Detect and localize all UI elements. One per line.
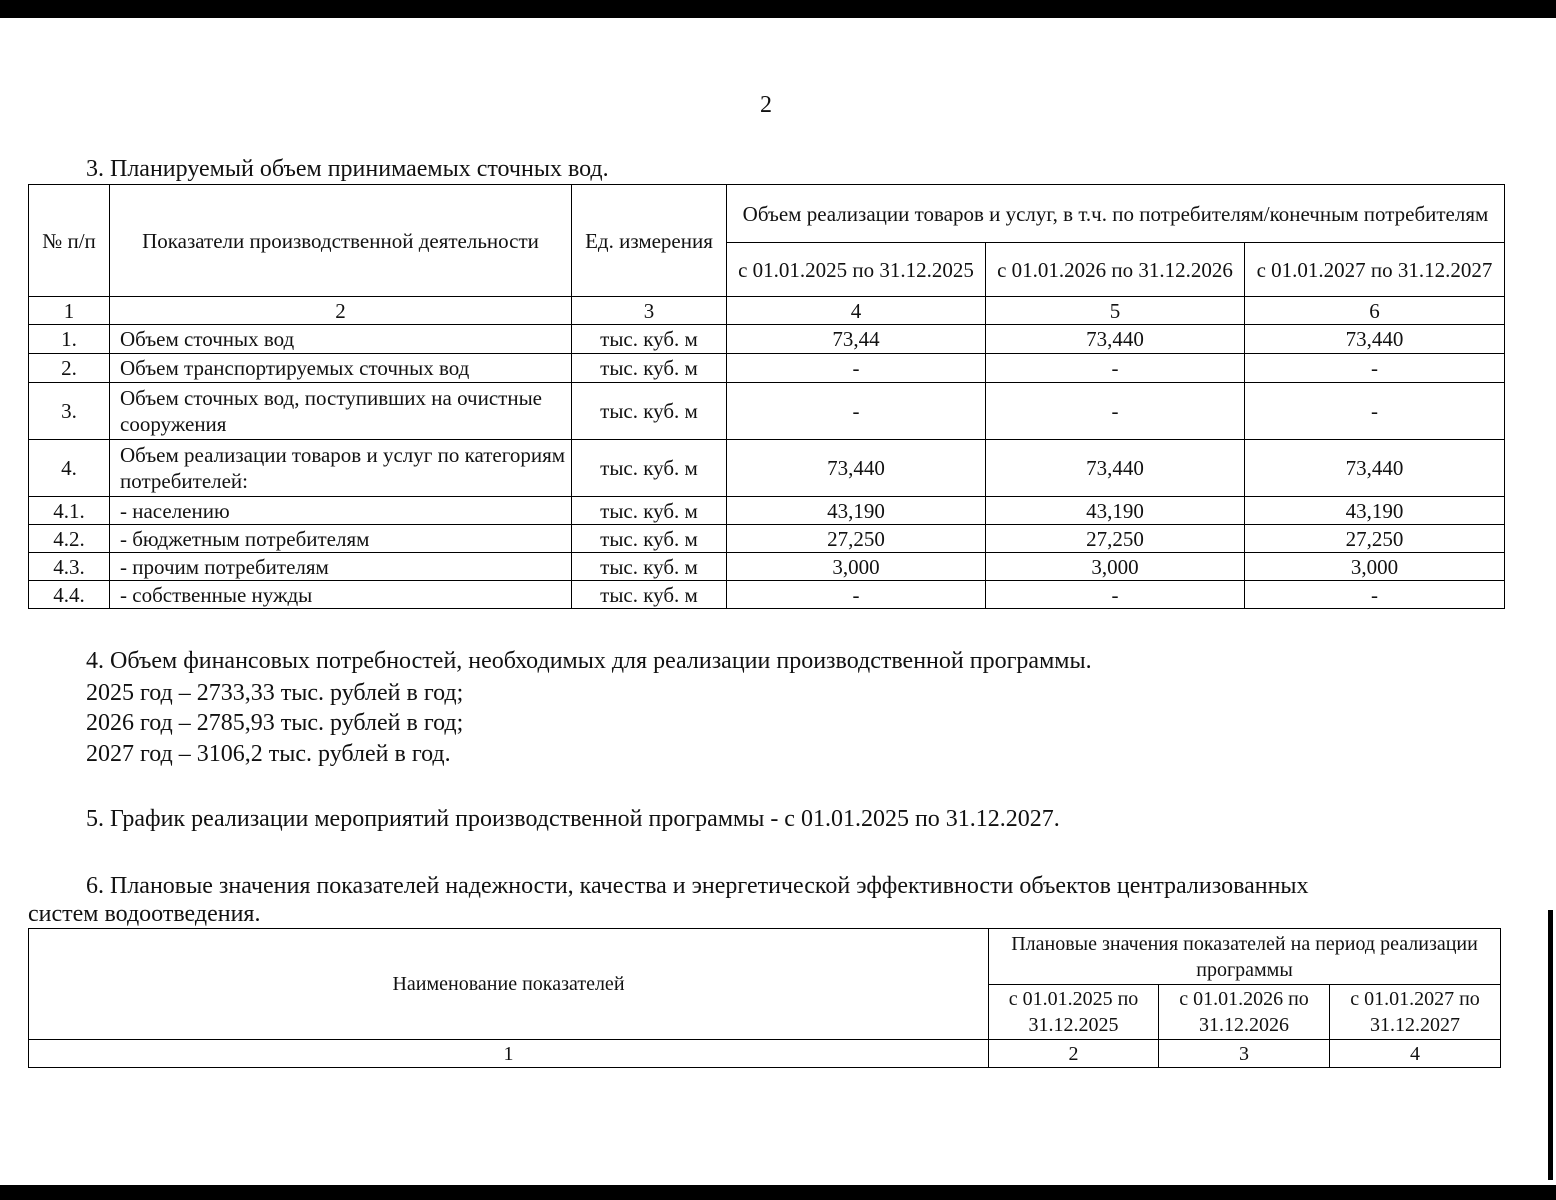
- table-row: [29, 525, 1505, 553]
- row-value-2027: 27,250: [1245, 525, 1505, 553]
- table-row: [29, 325, 1505, 354]
- col-number: 1: [29, 1040, 989, 1068]
- row-num: 4.: [29, 440, 110, 497]
- row-name: - населению: [110, 497, 572, 525]
- scan-edge-mark: [1548, 910, 1553, 1180]
- row-value-2026: -: [986, 581, 1245, 609]
- row-value-2026: 73,440: [986, 440, 1245, 497]
- scan-bottom-border: [0, 1185, 1556, 1200]
- row-value-2025: -: [727, 354, 986, 383]
- col-number: 5: [986, 297, 1245, 325]
- page-number: 2: [760, 92, 772, 118]
- row-unit: тыс. куб. м: [572, 354, 727, 383]
- col-number: 2: [989, 1040, 1159, 1068]
- row-value-2027: -: [1245, 581, 1505, 609]
- row-value-2026: 73,440: [986, 325, 1245, 354]
- row-value-2026: 27,250: [986, 525, 1245, 553]
- row-num: 2.: [29, 354, 110, 383]
- col-number: 3: [1159, 1040, 1330, 1068]
- finance-line-2027: 2027 год – 3106,2 тыс. рублей в год.: [86, 741, 451, 767]
- table-row: [29, 354, 1505, 383]
- row-name: - прочим потребителям: [110, 553, 572, 581]
- col-number: 2: [110, 297, 572, 325]
- row-name: Объем реализации товаров и услуг по категориям потребителей:: [110, 440, 572, 497]
- row-num: 4.4.: [29, 581, 110, 609]
- header-period-2026: с 01.01.2026 по 31.12.2026: [1159, 985, 1330, 1040]
- row-value-2025: 3,000: [727, 553, 986, 581]
- col-number: 3: [572, 297, 727, 325]
- row-unit: тыс. куб. м: [572, 497, 727, 525]
- row-num: 4.1.: [29, 497, 110, 525]
- header-period-2027: с 01.01.2027 по 31.12.2027: [1245, 243, 1505, 297]
- section5-text: 5. График реализации мероприятий производственной программы - с 01.01.2025 по 31.12.2027.: [86, 806, 1060, 832]
- table-row: [29, 497, 1505, 525]
- row-unit: тыс. куб. м: [572, 553, 727, 581]
- header-indicator: Показатели производственной деятельности: [110, 185, 572, 297]
- row-name: Объем сточных вод, поступивших на очистные сооружения: [110, 383, 572, 440]
- column-number-row: [29, 1040, 1501, 1068]
- row-value-2027: 43,190: [1245, 497, 1505, 525]
- row-value-2026: -: [986, 354, 1245, 383]
- scan-top-border: [0, 0, 1556, 18]
- col-number: 4: [727, 297, 986, 325]
- row-unit: тыс. куб. м: [572, 383, 727, 440]
- table-row: [29, 440, 1505, 497]
- header-num: № п/п: [29, 185, 110, 297]
- row-num: 4.3.: [29, 553, 110, 581]
- finance-line-2025: 2025 год – 2733,33 тыс. рублей в год;: [86, 680, 464, 706]
- header-volume-group: Объем реализации товаров и услуг, в т.ч. по потребителям/конечным потребителям: [727, 185, 1505, 243]
- row-unit: тыс. куб. м: [572, 325, 727, 354]
- row-value-2026: 43,190: [986, 497, 1245, 525]
- header-indicator-name: Наименование показателей: [29, 929, 989, 1040]
- row-value-2027: -: [1245, 383, 1505, 440]
- col-number: 1: [29, 297, 110, 325]
- col-number: 6: [1245, 297, 1505, 325]
- row-name: - собственные нужды: [110, 581, 572, 609]
- section6-title-line2: систем водоотведения.: [28, 901, 261, 927]
- row-unit: тыс. куб. м: [572, 581, 727, 609]
- table-row: [29, 383, 1505, 440]
- row-unit: тыс. куб. м: [572, 525, 727, 553]
- row-num: 3.: [29, 383, 110, 440]
- finance-line-2026: 2026 год – 2785,93 тыс. рублей в год;: [86, 710, 464, 736]
- row-value-2025: -: [727, 383, 986, 440]
- section6-title-line1: 6. Плановые значения показателей надежности, качества и энергетической эффективности объектов централизованных: [86, 873, 1309, 899]
- header-period-2026: с 01.01.2026 по 31.12.2026: [986, 243, 1245, 297]
- row-value-2025: 73,440: [727, 440, 986, 497]
- header-unit: Ед. измерения: [572, 185, 727, 297]
- col-number: 4: [1330, 1040, 1501, 1068]
- column-number-row: [29, 297, 1505, 325]
- wastewater-volume-table: [28, 184, 1505, 609]
- header-period-2027: с 01.01.2027 по 31.12.2027: [1330, 985, 1501, 1040]
- table-row: [29, 581, 1505, 609]
- section4-title: 4. Объем финансовых потребностей, необходимых для реализации производственной программы.: [86, 648, 1092, 674]
- row-value-2025: 73,44: [727, 325, 986, 354]
- row-value-2025: 27,250: [727, 525, 986, 553]
- header-planned-values: Плановые значения показателей на период реализации программы: [989, 929, 1501, 985]
- row-name: Объем транспортируемых сточных вод: [110, 354, 572, 383]
- header-period-2025: с 01.01.2025 по 31.12.2025: [989, 985, 1159, 1040]
- row-value-2027: 73,440: [1245, 325, 1505, 354]
- row-value-2026: -: [986, 383, 1245, 440]
- row-value-2025: -: [727, 581, 986, 609]
- row-value-2027: -: [1245, 354, 1505, 383]
- row-name: - бюджетным потребителям: [110, 525, 572, 553]
- section3-title: 3. Планируемый объем принимаемых сточных вод.: [86, 156, 609, 182]
- row-unit: тыс. куб. м: [572, 440, 727, 497]
- row-value-2027: 73,440: [1245, 440, 1505, 497]
- header-period-2025: с 01.01.2025 по 31.12.2025: [727, 243, 986, 297]
- row-num: 1.: [29, 325, 110, 354]
- row-value-2025: 43,190: [727, 497, 986, 525]
- row-num: 4.2.: [29, 525, 110, 553]
- row-value-2026: 3,000: [986, 553, 1245, 581]
- row-name: Объем сточных вод: [110, 325, 572, 354]
- reliability-indicators-table: [28, 928, 1501, 1068]
- table-row: [29, 553, 1505, 581]
- row-value-2027: 3,000: [1245, 553, 1505, 581]
